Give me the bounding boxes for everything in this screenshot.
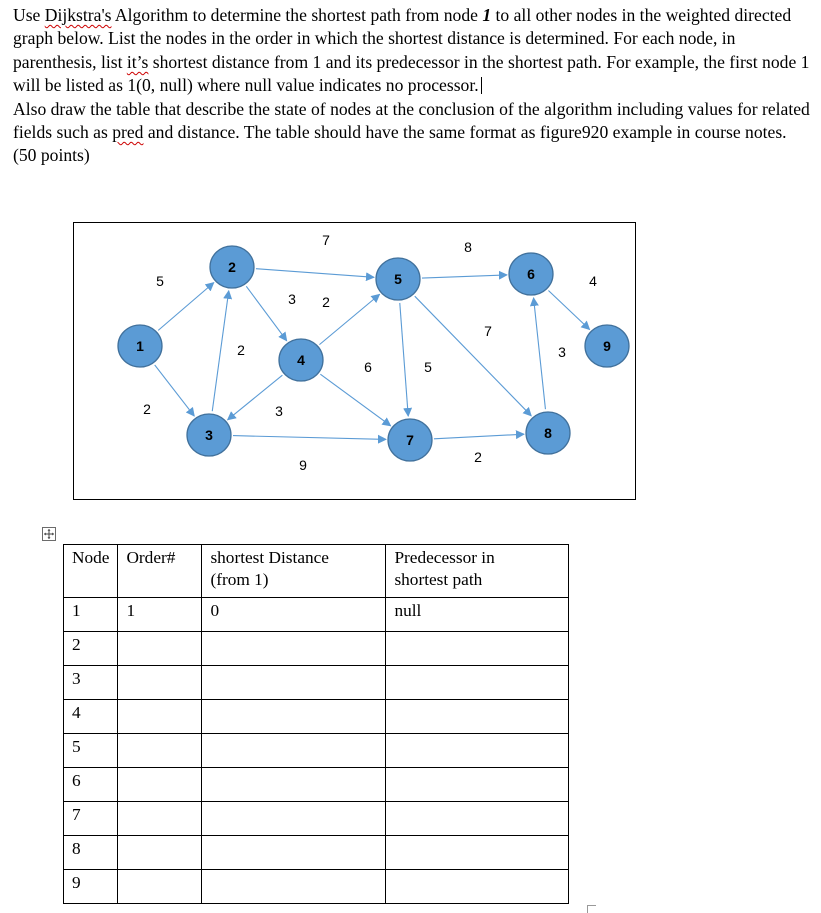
header-distance	[202, 545, 386, 598]
question-text-run: Also draw the table that describe the state of nodes at the conclusion of the algorithm including values for related fields such as	[13, 98, 810, 143]
table-row	[64, 598, 569, 632]
table-resize-handle[interactable]	[587, 905, 596, 913]
table-move-handle-icon[interactable]	[42, 527, 56, 541]
cell-distance[interactable]: 0	[202, 598, 386, 632]
edge-weight-3-2: 2	[237, 342, 245, 358]
header-order	[118, 545, 202, 598]
graph-figure	[73, 222, 636, 500]
edge-1-3	[155, 365, 195, 416]
cell-predecessor[interactable]	[386, 768, 569, 802]
cell-distance[interactable]	[202, 632, 386, 666]
table-row	[64, 768, 569, 802]
table-row	[64, 836, 569, 870]
table-row	[64, 700, 569, 734]
edge-weight-2-5: 7	[322, 232, 330, 248]
header-order-label: Order#	[126, 548, 176, 567]
graph-node-6	[509, 253, 553, 295]
table-row	[64, 734, 569, 768]
cell-node[interactable]: 6	[64, 768, 118, 802]
cell-order[interactable]	[118, 802, 202, 836]
question-text-run: Use	[13, 5, 45, 25]
header-predecessor-line-2: shortest path	[394, 570, 483, 589]
graph-node-5	[376, 258, 420, 300]
graph-node-label: 2	[228, 259, 236, 275]
table-row	[64, 870, 569, 904]
graph-node-label: 1	[136, 338, 144, 354]
edge-weight-7-8: 2	[474, 449, 482, 465]
cell-node[interactable]: 2	[64, 632, 118, 666]
graph-node-7	[388, 419, 432, 461]
cell-order[interactable]	[118, 734, 202, 768]
edge-weight-2-4: 3	[288, 291, 296, 307]
header-node-label: Node	[72, 548, 110, 567]
spellcheck-word-its: it’s	[126, 51, 149, 72]
cell-predecessor[interactable]	[386, 836, 569, 870]
cell-distance[interactable]	[202, 734, 386, 768]
cell-order[interactable]	[118, 870, 202, 904]
cell-node[interactable]: 7	[64, 802, 118, 836]
graph-node-label: 9	[603, 338, 611, 354]
cell-predecessor[interactable]	[386, 870, 569, 904]
cell-order[interactable]	[118, 768, 202, 802]
edge-3-7	[233, 436, 386, 440]
graph-node-3	[187, 414, 231, 456]
question-text-run: and distance. The table should have the same format as figure920 example in course notes. (50 points)	[13, 122, 787, 166]
graph-node-label: 3	[205, 427, 213, 443]
edge-weight-5-6: 8	[464, 239, 472, 255]
node-state-table	[63, 544, 569, 904]
graph-node-label: 5	[394, 271, 402, 287]
graph-node-label: 6	[527, 266, 535, 282]
edge-6-9	[548, 291, 589, 330]
edge-5-6	[422, 275, 507, 278]
header-predecessor-line-1: Predecessor in	[394, 548, 495, 567]
cell-predecessor[interactable]: null	[386, 598, 569, 632]
table-row	[64, 802, 569, 836]
cell-node[interactable]: 3	[64, 666, 118, 700]
graph-svg	[74, 223, 637, 501]
spellcheck-word-pred: pred	[112, 122, 144, 143]
edge-weight-3-7: 9	[299, 457, 307, 473]
edge-4-7	[320, 374, 390, 426]
table-row	[64, 666, 569, 700]
question-text-run: Algorithm to determine the shortest path from node	[111, 5, 483, 25]
question-paragraph-2	[13, 98, 813, 168]
cell-predecessor[interactable]	[386, 734, 569, 768]
cell-node[interactable]: 1	[64, 598, 118, 632]
text-cursor	[481, 77, 482, 94]
edge-3-2	[212, 291, 228, 411]
cell-order[interactable]	[118, 632, 202, 666]
cell-order[interactable]	[118, 666, 202, 700]
graph-node-8	[526, 412, 570, 454]
header-node	[64, 545, 118, 598]
edge-1-2	[158, 283, 214, 331]
cell-distance[interactable]	[202, 802, 386, 836]
cell-node[interactable]: 5	[64, 734, 118, 768]
table-row	[64, 632, 569, 666]
cell-distance[interactable]	[202, 836, 386, 870]
header-distance-line-2: (from 1)	[210, 570, 269, 589]
edge-weight-4-5: 2	[322, 294, 330, 310]
cell-predecessor[interactable]	[386, 666, 569, 700]
edge-weight-8-6: 3	[558, 344, 566, 360]
edge-weight-4-3: 3	[275, 403, 283, 419]
cell-predecessor[interactable]	[386, 802, 569, 836]
edge-8-6	[534, 298, 546, 409]
cell-predecessor[interactable]	[386, 632, 569, 666]
question-text	[13, 4, 813, 168]
cell-node[interactable]: 9	[64, 870, 118, 904]
edge-7-8	[434, 434, 524, 439]
cell-order[interactable]	[118, 700, 202, 734]
source-node-number: 1	[482, 5, 492, 25]
question-paragraph-1	[13, 4, 813, 98]
cell-order[interactable]	[118, 836, 202, 870]
question-text-run: shortest distance from 1 and its predecessor in the shortest path. For example, the first node 1 will be listed as 1(0, null) where null value indicates no processor.	[13, 51, 810, 96]
cell-distance[interactable]	[202, 870, 386, 904]
cell-distance[interactable]	[202, 768, 386, 802]
cell-distance[interactable]	[202, 666, 386, 700]
cell-node[interactable]: 8	[64, 836, 118, 870]
graph-node-4	[279, 339, 323, 381]
graph-node-2	[210, 246, 254, 288]
edge-2-5	[256, 269, 374, 278]
header-predecessor	[386, 545, 569, 598]
graph-node-label: 4	[297, 352, 305, 368]
cell-distance[interactable]	[202, 700, 386, 734]
edge-5-8	[415, 296, 532, 416]
table-header-row	[64, 545, 569, 598]
header-distance-line-1: shortest Distance	[210, 548, 329, 567]
edge-2-4	[246, 286, 286, 340]
edge-weight-5-8: 7	[484, 323, 492, 339]
graph-node-label: 8	[544, 425, 552, 441]
edge-weight-6-9: 4	[589, 273, 597, 289]
question-text-run: to all other nodes in the weighted directed graph below. List the nodes in the order in which the shortest distance is determined. For each node, in parenthesis, list	[13, 5, 792, 72]
edge-5-7	[400, 303, 408, 416]
edge-weight-1-2: 5	[156, 273, 164, 289]
cell-order[interactable]: 1	[118, 598, 202, 632]
spellcheck-word-dijkstra: Dijkstra's	[44, 5, 112, 25]
graph-node-label: 7	[406, 432, 414, 448]
graph-node-1	[118, 325, 162, 367]
graph-node-9	[585, 325, 629, 367]
edge-weight-4-7: 6	[364, 359, 372, 375]
cell-predecessor[interactable]	[386, 700, 569, 734]
edge-weight-5-7: 5	[424, 359, 432, 375]
cell-node[interactable]: 4	[64, 700, 118, 734]
move-arrows-icon	[43, 528, 55, 540]
edge-weight-1-3: 2	[143, 401, 151, 417]
